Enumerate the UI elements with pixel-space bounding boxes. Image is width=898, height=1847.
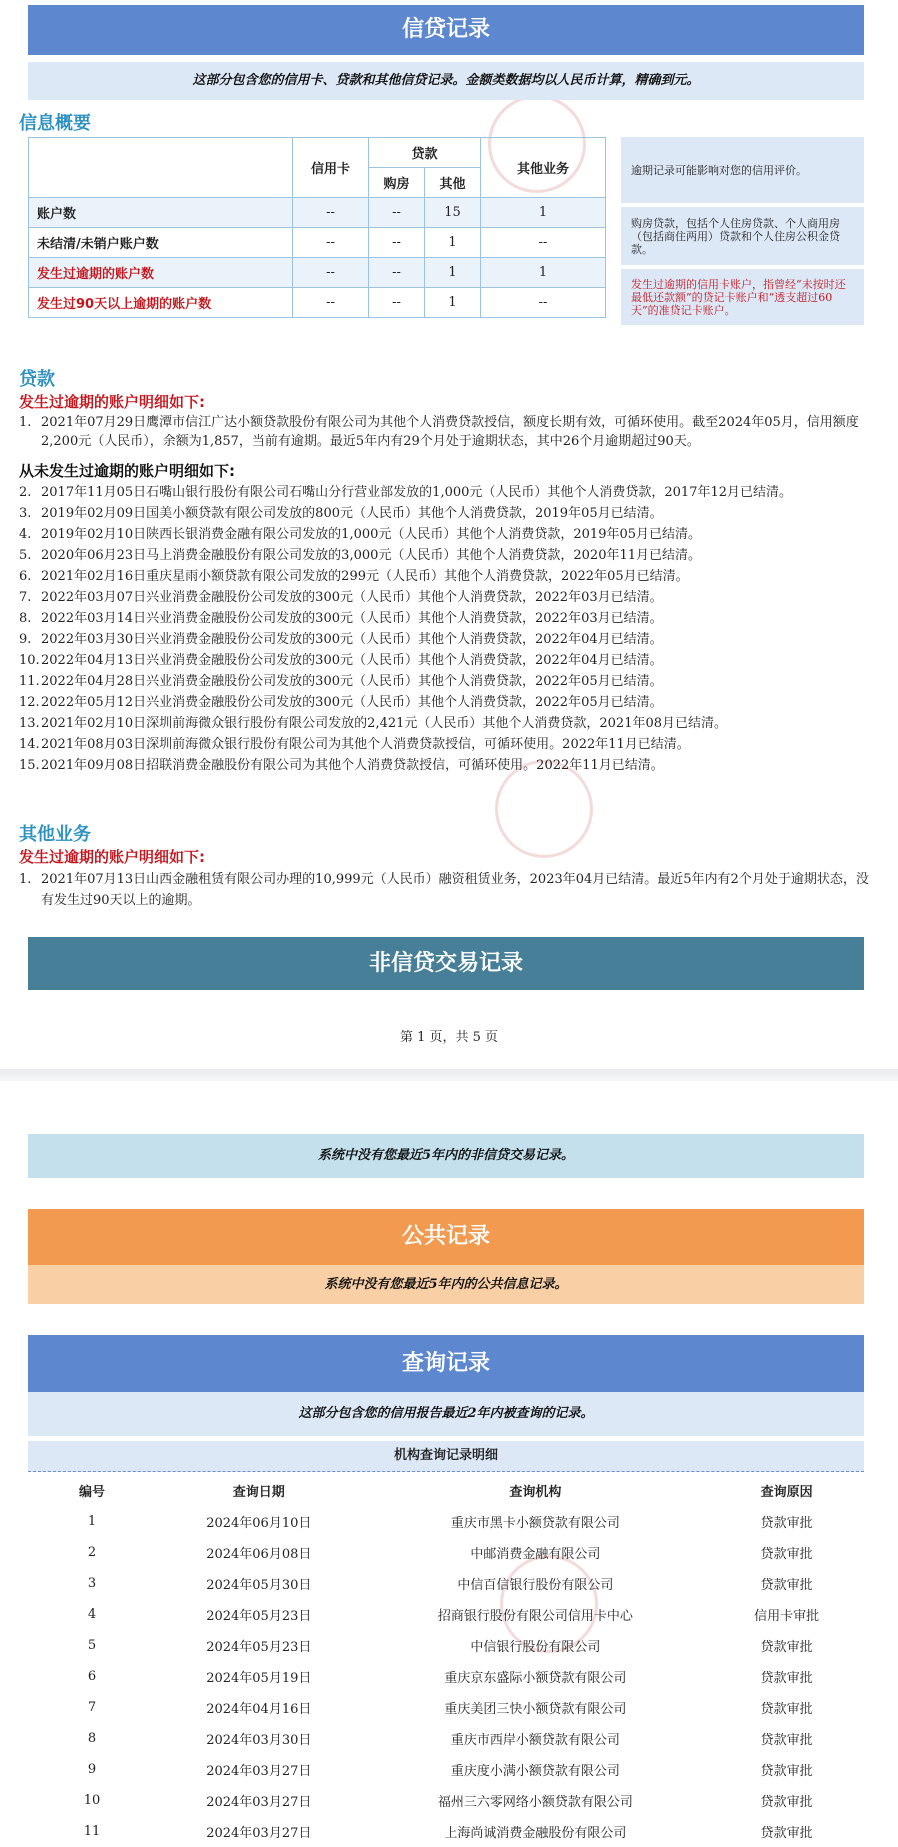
cell: 2024年06月10日 [206, 1516, 312, 1531]
cell: 贷款审批 [760, 1547, 813, 1562]
query-records-subtitle: 这部分包含您的信用报告最近2年内被查询的记录。 [28, 1392, 864, 1436]
item-number: 6. [19, 569, 32, 584]
item-text: 2021年07月29日鹰潭市信江广达小额贷款股份有限公司为其他个人消费贷款授信，额度长期有效，可循环使用。截至2024年05月，信用额度2,200元（人民币），余额为1,857，当前有逾期。最近5年内有29个月处于逾期状态，其中26个月逾期超过90天。 [41, 415, 859, 449]
list-item [19, 869, 881, 911]
item-number: 8. [19, 611, 32, 626]
other-business-list [19, 869, 881, 911]
overview-row [29, 228, 606, 258]
cell: 贷款审批 [760, 1702, 813, 1717]
public-records-message: 系统中没有您最近5年内的公共信息记录。 [28, 1265, 864, 1304]
cell: -- [293, 288, 369, 318]
cell: 贷款审批 [760, 1516, 813, 1531]
list-item [19, 650, 881, 671]
list-item [19, 734, 881, 755]
item-number: 4. [19, 527, 32, 542]
cell: 2024年03月27日 [206, 1764, 312, 1779]
table-row [28, 1599, 864, 1630]
page-footer: 第 1 页，共 5 页 [399, 1030, 499, 1045]
cell: 贷款审批 [760, 1764, 813, 1779]
list-item [19, 692, 881, 713]
cell: 2 [87, 1545, 97, 1560]
cell: 2024年06月08日 [206, 1547, 312, 1562]
item-number: 1. [19, 415, 32, 430]
cell: 11 [83, 1824, 101, 1839]
overview-row [29, 198, 606, 228]
item-text: 2021年07月13日山西金融租赁有限公司办理的10,999元（人民币）融资租赁业务，2023年04月已结清。最近5年内有2个月处于逾期状态，没有发生过90天以上的逾期。 [41, 872, 869, 908]
item-text: 2019年02月09日国美小额贷款有限公司发放的800元（人民币）其他个人消费贷款，2019年05月已结清。 [41, 506, 663, 521]
cell: -- [369, 198, 425, 228]
item-text: 2022年03月30日兴业消费金融股份公司发放的300元（人民币）其他个人消费贷款，2022年04月已结清。 [41, 632, 663, 647]
item-text: 2022年05月12日兴业消费金融股份公司发放的300元（人民币）其他个人消费贷款，2022年05月已结清。 [41, 695, 663, 710]
table-row [28, 1785, 864, 1816]
query-records-header: 查询记录 [28, 1335, 864, 1392]
other-header: 其他 [425, 168, 481, 198]
cell: 2024年05月19日 [206, 1671, 312, 1686]
cell: 1 [481, 258, 606, 288]
cell: 上海尚诚消费金融股份有限公司 [444, 1826, 627, 1841]
item-text: 2022年03月07日兴业消费金融股份公司发放的300元（人民币）其他个人消费贷款，2022年03月已结清。 [41, 590, 663, 605]
list-item [19, 629, 881, 650]
non-credit-message: 系统中没有您最近5年内的非信贷交易记录。 [28, 1134, 864, 1178]
cell: 中邮消费金融有限公司 [470, 1547, 601, 1562]
table-row [28, 1754, 864, 1785]
list-item [19, 566, 881, 587]
list-item [19, 413, 881, 451]
other-business-title: 其他业务 [19, 824, 91, 845]
list-item [19, 755, 881, 776]
cell: 重庆京东盛际小额贷款有限公司 [444, 1671, 627, 1686]
loans-overdue-heading: 发生过逾期的账户明细如下: [19, 393, 205, 411]
cell: 7 [87, 1700, 97, 1715]
corner-cell [29, 138, 293, 198]
other-business-overdue-heading: 发生过逾期的账户明细如下: [19, 848, 205, 866]
cell: 重庆美团三快小额贷款有限公司 [444, 1702, 627, 1717]
item-text: 2021年08月03日深圳前海微众银行股份有限公司为其他个人消费贷款授信，可循环使用。2022年11月已结清。 [41, 737, 690, 752]
loans-overdue-list [19, 413, 881, 451]
cell: 福州三六零网络小额贷款有限公司 [437, 1795, 633, 1810]
table-row [28, 1723, 864, 1754]
col-header-date: 查询日期 [232, 1484, 285, 1500]
cell: 信用卡审批 [754, 1609, 820, 1624]
item-number: 15. [19, 758, 40, 773]
cell: 贷款审批 [760, 1578, 813, 1593]
table-row [28, 1568, 864, 1599]
cell: 2024年04月16日 [206, 1702, 312, 1717]
table-row [28, 1537, 864, 1568]
table-row [28, 1692, 864, 1723]
item-text: 2022年04月28日兴业消费金融股份公司发放的300元（人民币）其他个人消费贷款，2022年05月已结清。 [41, 674, 663, 689]
cell: 3 [87, 1576, 97, 1591]
cell: 10 [83, 1793, 101, 1808]
table-row [28, 1816, 864, 1847]
cell: 5 [87, 1638, 97, 1653]
col-header-number: 编号 [79, 1484, 106, 1500]
loan-header: 贷款 [369, 138, 481, 168]
credit-card-header: 信用卡 [293, 138, 369, 198]
cell: 1 [481, 198, 606, 228]
overview-row [29, 258, 606, 288]
cell: 1 [87, 1514, 97, 1529]
overview-row [29, 288, 606, 318]
item-number: 11. [19, 674, 40, 689]
cell: -- [293, 258, 369, 288]
item-text: 2020年06月23日马上消费金融股份有限公司发放的3,000元（人民币）其他个人消费贷款，2020年11月已结清。 [41, 548, 702, 563]
credit-section-subtitle: 这部分包含您的信用卡、贷款和其他信贷记录。金额类数据均以人民币计算，精确到元。 [28, 62, 864, 100]
cell: 1 [425, 288, 481, 318]
list-item [19, 671, 881, 692]
list-item [19, 482, 881, 503]
non-credit-header: 非信贷交易记录 [28, 937, 864, 990]
cell: -- [481, 228, 606, 258]
item-number: 5. [19, 548, 32, 563]
cell: 8 [87, 1731, 97, 1746]
cell: 贷款审批 [760, 1640, 813, 1655]
cell: 重庆市黑卡小额贷款有限公司 [450, 1516, 620, 1531]
item-number: 12. [19, 695, 40, 710]
row-label: 发生过逾期的账户数 [29, 258, 293, 288]
cell: 中信百信银行股份有限公司 [457, 1578, 614, 1593]
cell: 15 [425, 198, 481, 228]
item-text: 2021年02月10日深圳前海微众银行股份有限公司发放的2,421元（人民币）其他个人消费贷款，2021年08月已结清。 [41, 716, 728, 731]
query-table-title: 机构查询记录明细 [28, 1441, 864, 1472]
row-label: 账户数 [29, 198, 293, 228]
table-row [28, 1506, 864, 1537]
item-text: 2019年02月10日陕西长银消费金融有限公司发放的1,000元（人民币）其他个人消费贷款，2019年05月已结清。 [41, 527, 702, 542]
loans-normal-list [19, 482, 881, 776]
cell: 4 [87, 1607, 97, 1622]
cell: 2024年05月23日 [206, 1609, 312, 1624]
cell: 1 [425, 258, 481, 288]
cell: 重庆市西岸小额贷款有限公司 [450, 1733, 620, 1748]
loans-title: 贷款 [19, 369, 55, 390]
item-number: 1. [19, 872, 32, 887]
cell: 贷款审批 [760, 1826, 813, 1841]
cell: 2024年03月27日 [206, 1826, 312, 1841]
row-label: 未结清/未销户账户数 [29, 228, 293, 258]
item-number: 3. [19, 506, 32, 521]
item-text: 2021年02月16日重庆星雨小额贷款有限公司发放的299元（人民币）其他个人消费贷款，2022年05月已结清。 [41, 569, 689, 584]
loans-normal-heading: 从未发生过逾期的账户明细如下: [19, 462, 236, 480]
item-number: 7. [19, 590, 32, 605]
item-number: 14. [19, 737, 40, 752]
cell: -- [369, 288, 425, 318]
page-break [0, 1069, 898, 1081]
cell: -- [369, 258, 425, 288]
cell: 6 [87, 1669, 97, 1684]
item-text: 2022年04月13日兴业消费金融股份公司发放的300元（人民币）其他个人消费贷款，2022年04月已结清。 [41, 653, 663, 668]
cell: 2024年05月23日 [206, 1640, 312, 1655]
credit-section-header: 信贷记录 [28, 5, 864, 55]
cell: 9 [87, 1762, 97, 1777]
cell: -- [293, 228, 369, 258]
list-item [19, 713, 881, 734]
item-text: 2022年03月14日兴业消费金融股份公司发放的300元（人民币）其他个人消费贷款，2022年03月已结清。 [41, 611, 663, 626]
cell: -- [369, 228, 425, 258]
housing-header: 购房 [369, 168, 425, 198]
list-item [19, 587, 881, 608]
item-number: 13. [19, 716, 40, 731]
table-row [28, 1661, 864, 1692]
list-item [19, 503, 881, 524]
cell: 2024年03月30日 [206, 1733, 312, 1748]
other-business-header: 其他业务 [481, 138, 606, 198]
item-number: 9. [19, 632, 32, 647]
item-text: 2017年11月05日石嘴山银行股份有限公司石嘴山分行营业部发放的1,000元（人民币）其他个人消费贷款，2017年12月已结清。 [41, 485, 793, 500]
list-item [19, 524, 881, 545]
table-row [28, 1630, 864, 1661]
cell: 贷款审批 [760, 1671, 813, 1686]
cell: 贷款审批 [760, 1795, 813, 1810]
public-records-header: 公共记录 [28, 1209, 864, 1265]
overview-table [28, 137, 606, 318]
overview-note-overdue: 逾期记录可能影响对您的信用评价。 [621, 137, 864, 203]
col-header-reason: 查询原因 [760, 1484, 813, 1500]
cell: 2024年03月27日 [206, 1795, 312, 1810]
cell: 重庆度小满小额贷款有限公司 [450, 1764, 620, 1779]
item-number: 10. [19, 653, 40, 668]
cell: 贷款审批 [760, 1733, 813, 1748]
item-number: 2. [19, 485, 32, 500]
cell: -- [293, 198, 369, 228]
row-label: 发生过90天以上逾期的账户数 [29, 288, 293, 318]
cell: 招商银行股份有限公司信用卡中心 [437, 1609, 633, 1624]
col-header-institution: 查询机构 [509, 1484, 562, 1500]
overview-note-credit-card: 发生过逾期的信用卡账户，指曾经“未按时还最低还款额”的贷记卡账户和“透支超过60天”的准贷记卡账户。 [621, 269, 864, 325]
cell: 1 [425, 228, 481, 258]
item-text: 2021年09月08日招联消费金融股份有限公司为其他个人消费贷款授信，可循环使用。2022年11月已结清。 [41, 758, 664, 773]
overview-note-housing: 购房贷款，包括个人住房贷款、个人商用房（包括商住两用）贷款和个人住房公积金贷款。 [621, 207, 864, 265]
overview-title: 信息概要 [19, 113, 91, 134]
list-item [19, 545, 881, 566]
list-item [19, 608, 881, 629]
cell: 中信银行股份有限公司 [470, 1640, 601, 1655]
cell: 2024年05月30日 [206, 1578, 312, 1593]
cell: -- [481, 288, 606, 318]
query-table [28, 1474, 864, 1847]
